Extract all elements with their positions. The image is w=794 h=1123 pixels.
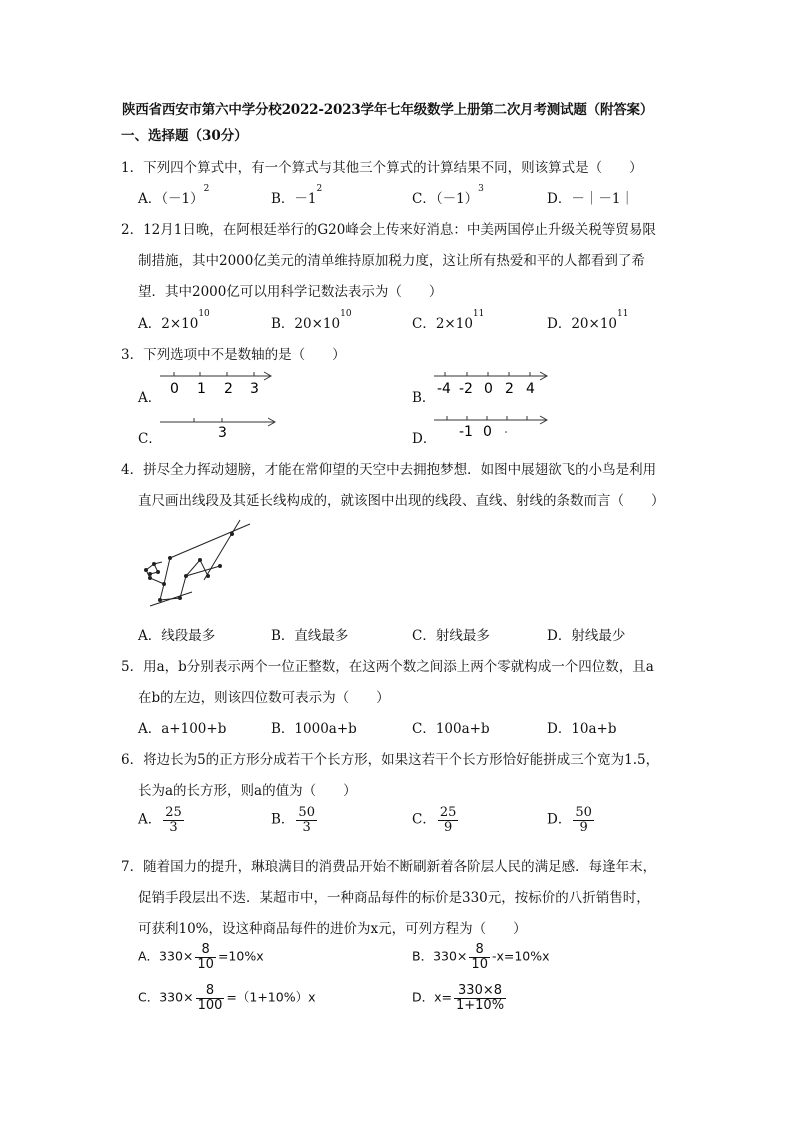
q3a-tick-label: 1: [197, 381, 206, 397]
q3c-tick-label: 3: [218, 425, 227, 441]
q5-option-c: C．100a+b: [412, 721, 490, 737]
question-7-line-1: 7．随着国力的提升，琳琅满目的消费品开始不断刷新着各阶层人民的满足感．每逢年末，: [121, 859, 657, 875]
q6-option-a: A． $\frac{25}{3}$: [138, 805, 182, 835]
q6-option-b: B． $\frac{50}{3}$: [271, 805, 315, 835]
fraction: $\frac{25}{9}$: [439, 805, 457, 835]
q7-option-b: B．330× $\frac{8}{10}$ -x=10%x: [412, 942, 550, 972]
section-heading: 一、选择题（30分）: [121, 128, 248, 144]
q3-option-c-label: C．: [138, 431, 162, 447]
q1-option-c: C．$(-1)^3$: [412, 184, 484, 207]
fraction: $\frac{8}{10}$: [197, 942, 214, 972]
q3b-tick-label: 0: [484, 381, 493, 397]
q4-option-d: D．射线最少: [547, 628, 626, 644]
q2-option-d: D．$20\times 10^{11}$: [547, 309, 629, 332]
q4-option-a: A．线段最多: [138, 628, 216, 644]
q6-option-d: D． $\frac{50}{9}$: [547, 805, 592, 835]
q1-option-d: D．－｜－1｜: [547, 191, 634, 207]
q2-option-b: B．$20\times 10^{10}$: [271, 309, 352, 332]
q2-option-c: C．$2\times 10^{11}$: [412, 309, 485, 332]
question-6-line-1: 6．将边长为5的正方形分成若干个长方形，如果这若干个长方形恰好能拼成三个宽为1.5，: [121, 752, 660, 768]
q7-option-a: A．330× $\frac{8}{10}$ =10%x: [138, 942, 264, 972]
q7-option-d: D．x= $\frac{330\times 8}{1+10\%}$: [412, 983, 505, 1013]
fraction: $\frac{50}{3}$: [298, 805, 315, 835]
question-2-line-1: 2．12月1日晚，在阿根廷举行的G20峰会上传来好消息：中美两国停止升级关税等贸易限: [121, 222, 656, 238]
question-5-line-1: 5．用a，b分别表示两个一位正整数，在这两个数之间添上两个零就构成一个四位数，且a: [121, 659, 654, 675]
q3-number-line-c: [158, 410, 282, 442]
q3-number-line-d: [432, 410, 552, 442]
question-6-line-2: 长为a的长方形，则a的值为（ ）: [138, 783, 357, 799]
q7-option-c: C．330× $\frac{8}{100}$ =（1+10%）x: [138, 983, 316, 1013]
fraction: $\frac{8}{10}$: [471, 942, 488, 972]
question-2-line-3: 望．其中2000亿可以用科学记数法表示为（ ）: [138, 284, 443, 300]
q3-option-d-label: D．: [412, 431, 437, 447]
q3-number-line-b: [432, 370, 552, 400]
question-7-line-2: 促销手段层出不迭．某超市中，一种商品每件的标价是330元，按标价的八折销售时，: [138, 890, 650, 906]
q3a-tick-label: 2: [224, 381, 233, 397]
question-4-line-2: 直尺画出线段及其延长线构成的，就该图中出现的线段、直线、射线的条数而言（ ）: [138, 493, 665, 509]
q3d-tick-label: -1: [459, 424, 473, 440]
q3b-tick-label: 2: [505, 381, 514, 397]
q5-option-a: A．a+100+b: [138, 721, 227, 737]
q4-option-b: B．直线最多: [271, 628, 349, 644]
q3a-tick-label: 0: [170, 381, 179, 397]
q6-option-c: C． $\frac{25}{9}$: [412, 805, 457, 835]
q3d-tick-label: 0: [483, 424, 492, 440]
fraction: $\frac{330\times 8}{1+10\%}$: [456, 983, 505, 1013]
q1-option-a: A．$(-1)^2$: [138, 184, 210, 207]
q2-option-a: A．$2\times 10^{10}$: [138, 309, 210, 332]
q3-number-line-a: [158, 370, 278, 400]
page-title: 陕西省西安市第六中学分校2022-2023学年七年级数学上册第二次月考测试题（附答案）: [122, 102, 654, 118]
q5-option-d: D．10a+b: [547, 721, 617, 737]
q3b-tick-label: -4: [437, 381, 451, 397]
fraction: $\frac{50}{9}$: [575, 805, 592, 835]
q3b-tick-label: 4: [526, 381, 535, 397]
q3-option-a-label: A．: [138, 390, 162, 406]
q3-option-b-label: B．: [412, 390, 436, 406]
question-3-stem: 3．下列选项中不是数轴的是（ ）: [121, 347, 346, 363]
q5-option-b: B．1000a+b: [271, 721, 357, 737]
question-1-stem: 1．下列四个算式中，有一个算式与其他三个算式的计算结果不同，则该算式是（ ）: [121, 160, 643, 176]
q4-option-c: C．射线最多: [412, 628, 490, 644]
bird-figure: [136, 518, 256, 610]
question-7-line-3: 可获利10%，设这种商品每件的进价为x元，可列方程为（ ）: [138, 921, 527, 937]
fraction: $\frac{25}{3}$: [165, 805, 182, 835]
q3a-tick-label: 3: [250, 381, 259, 397]
question-4-line-1: 4．拼尽全力挥动翅膀，才能在常仰望的天空中去拥抱梦想．如图中展翅欲飞的小鸟是利用: [121, 462, 657, 478]
question-2-line-2: 制措施，其中2000亿美元的清单维持原加税力度，这让所有热爱和平的人都看到了希: [138, 253, 645, 269]
q3b-tick-label: -2: [459, 381, 473, 397]
q1-option-b: B．$-1^2$: [271, 184, 323, 207]
question-5-line-2: 在b的左边，则该四位数可表示为（ ）: [138, 690, 390, 706]
fraction: $\frac{8}{100}$: [197, 983, 223, 1013]
